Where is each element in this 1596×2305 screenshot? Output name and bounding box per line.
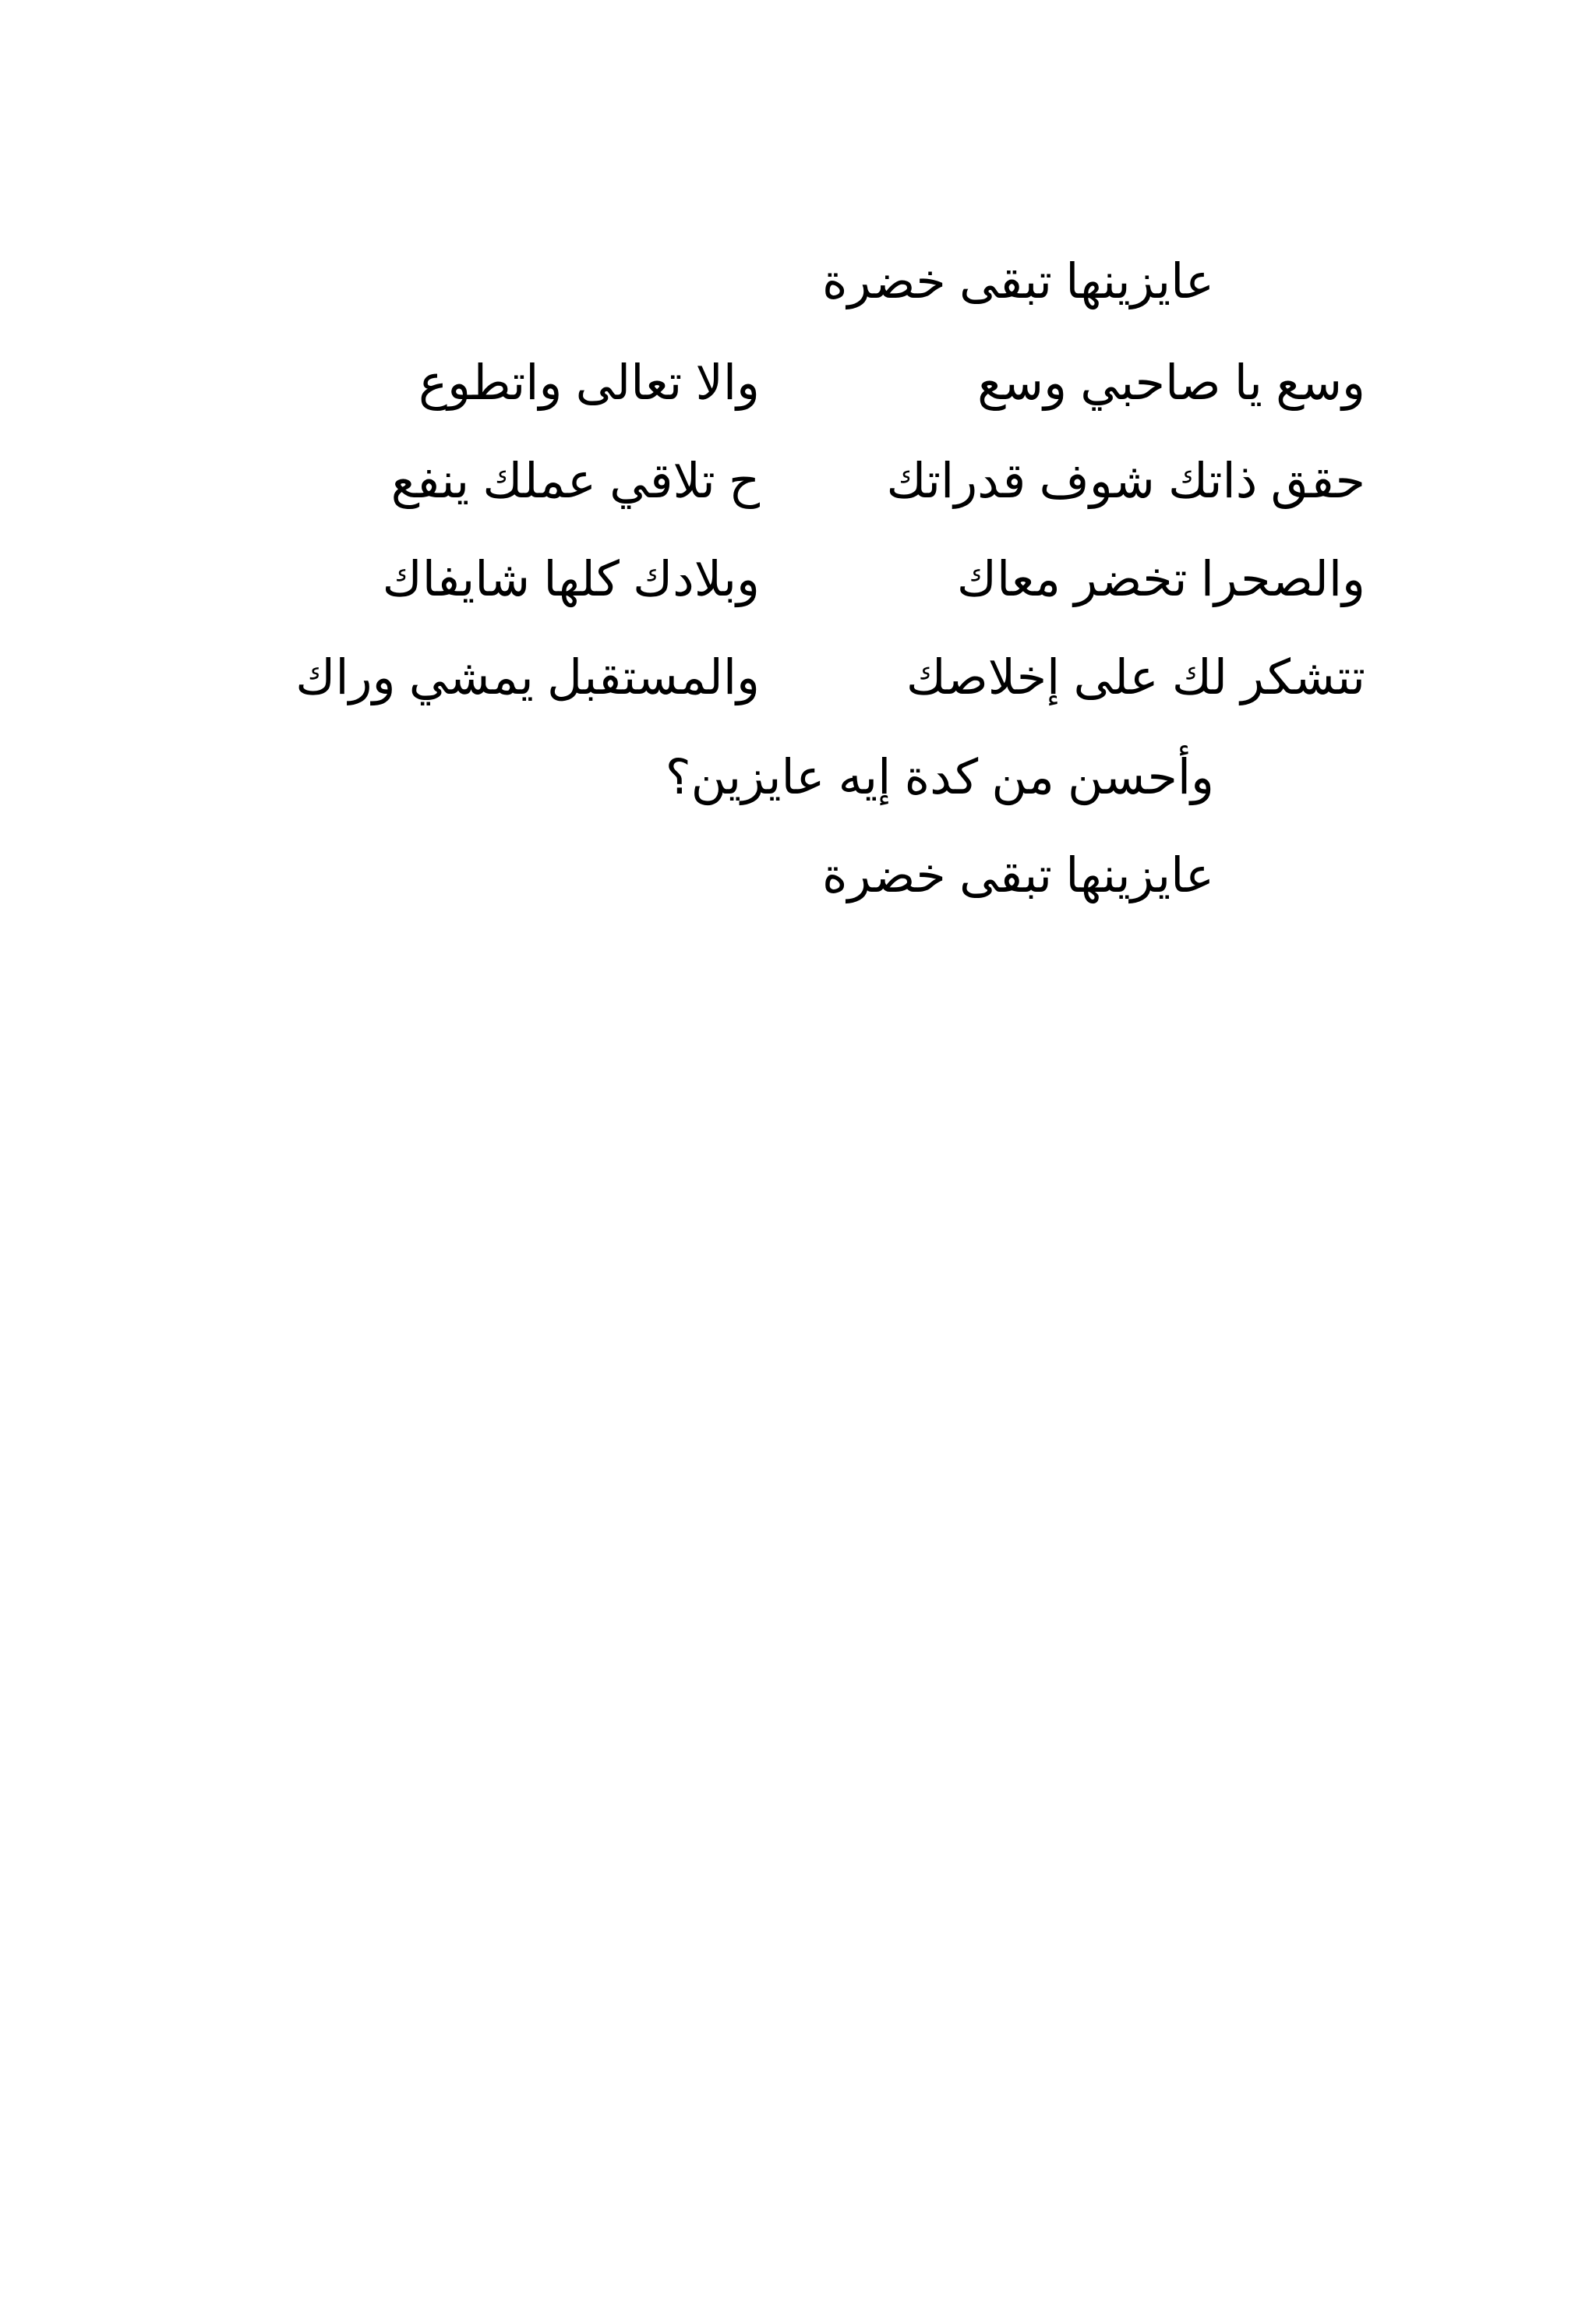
couplet-2-right-hemistich: حقق ذاتك شوف قدراتك (886, 454, 1365, 508)
couplet-1-left-hemistich: والا تعالى واتطوع (418, 356, 760, 410)
couplet-2-left-hemistich: ح تلاقي عملك ينفع (390, 454, 760, 508)
couplet-3-left-hemistich: وبلادك كلها شايفاك (382, 553, 760, 606)
poem-question-line: وأحسن من كدة إيه عايزين؟ (665, 751, 1214, 804)
poem-closing-line: عايزينها تبقى خضرة (821, 849, 1214, 903)
poem-opening-line: عايزينها تبقى خضرة (821, 255, 1214, 309)
couplet-1-right-hemistich: وسع يا صاحبي وسع (977, 356, 1365, 410)
couplet-3-right-hemistich: والصحرا تخضر معاك (956, 553, 1365, 606)
couplet-4-left-hemistich: والمستقبل يمشي وراك (295, 651, 760, 705)
couplet-4-right-hemistich: تتشكر لك على إخلاصك (906, 651, 1365, 705)
